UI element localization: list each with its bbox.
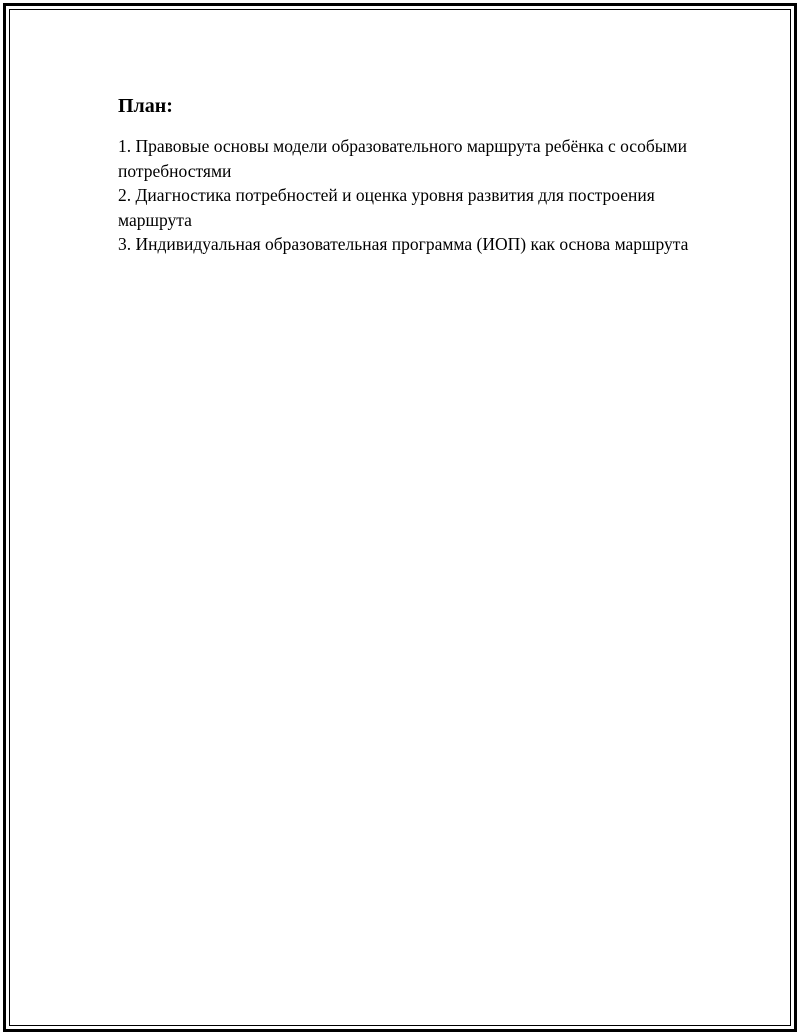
plan-heading: План:	[118, 95, 173, 117]
plan-item-1: 1. Правовые основы модели образовательного маршрута ребёнка с особыми потребностями	[118, 136, 687, 181]
plan-item-2: 2. Диагностика потребностей и оценка уровня развития для построения маршрута	[118, 185, 655, 230]
document-content	[118, 94, 698, 257]
plan-list	[118, 134, 698, 257]
plan-item-3: 3. Индивидуальная образовательная программа (ИОП) как основа маршрута	[118, 234, 689, 254]
